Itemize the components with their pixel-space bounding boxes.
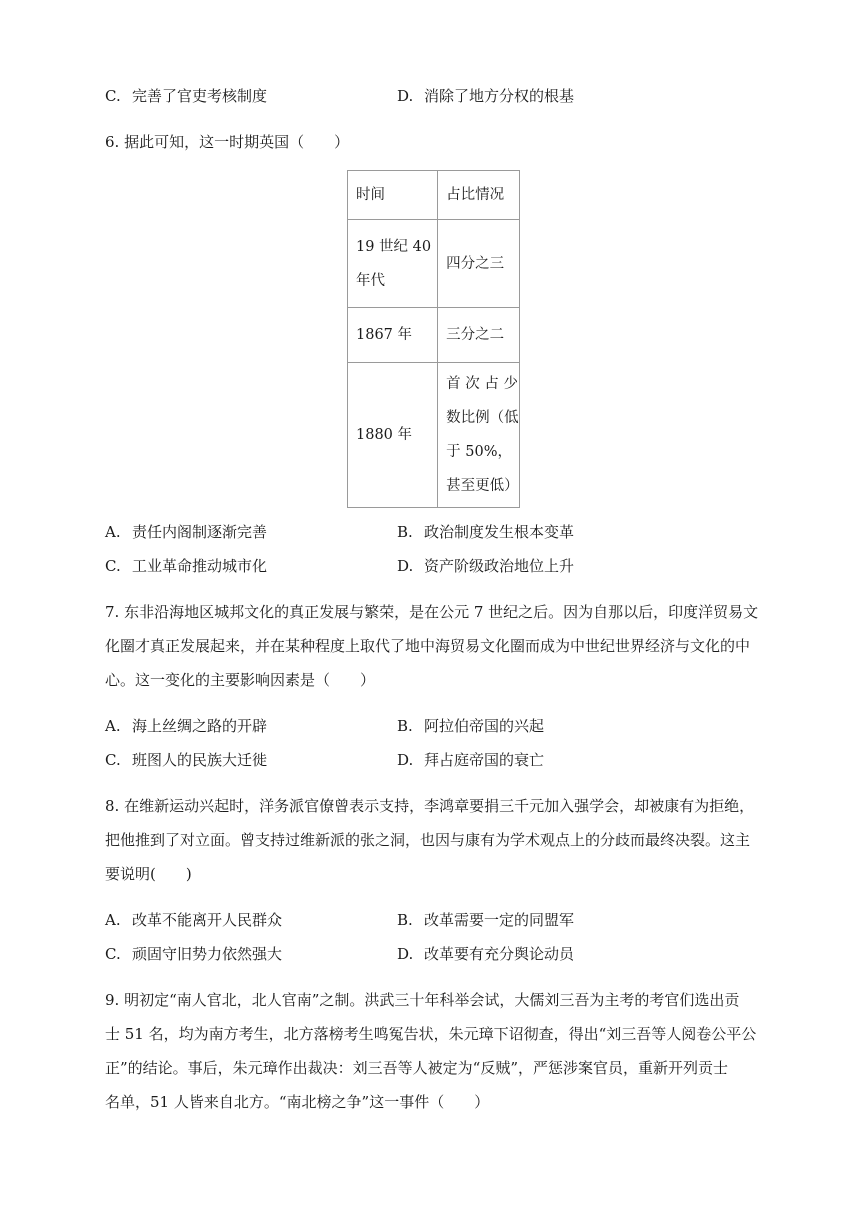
table-header-row [348,171,520,220]
option-text: 完善了官吏考核制度 [132,87,268,105]
option-letter: B. [397,523,413,541]
question-7-options-cd [105,750,765,770]
table-row [348,308,520,363]
option-text: 海上丝绸之路的开辟 [132,717,268,735]
option-text: 拜占庭帝国的衰亡 [424,751,545,769]
question-6-options-cd [105,556,765,576]
question-8-stem-line: 把他推到了对立面。曾支持过维新派的张之洞，也因与康有为学术观点上的分歧而最终决裂。这主 [105,831,751,849]
question-8-options-ab [105,910,765,930]
option-letter: A. [105,911,121,929]
table-row [348,220,520,308]
question-9-stem-line: 9. 明初定“南人官北，北人官南”之制。洪武三十年科举会试，大儒刘三吾为主考的考官们选出贡 [105,991,740,1009]
option-text: 班图人的民族大迁徙 [132,751,268,769]
option-letter: D. [397,945,414,963]
table-cell-time: 1880 年 [348,363,438,508]
option-text: 顽固守旧势力依然强大 [132,945,283,963]
option-a[interactable] [105,522,267,542]
table-cell-ratio: 首 次 占 少 数比例（低于 50%，甚至更低） [438,363,520,508]
question-7-stem-line: 7. 东非沿海地区城邦文化的真正发展与繁荣，是在公元 7 世纪之后。因为自那以后，印度洋贸易文 [105,603,759,621]
option-a[interactable] [105,910,282,930]
option-letter: C. [105,557,121,575]
question-7-stem-line: 心。这一变化的主要影响因素是（ ） [105,671,376,689]
table-cell-time: 1867 年 [348,308,438,363]
table-header-cell: 占比情况 [438,171,520,220]
option-text: 改革不能离开人民群众 [132,911,283,929]
question-7-options-ab [105,716,765,736]
question-8-options-cd [105,944,765,964]
option-b[interactable] [397,910,574,930]
question-8-stem-line: 8. 在维新运动兴起时，洋务派官僚曾表示支持，李鸿章要捐三千元加入强学会，却被康有为拒绝， [105,797,755,815]
option-c[interactable] [105,944,282,964]
option-letter: D. [397,87,414,105]
prev-question-options-cd [105,86,765,106]
option-text: 阿拉伯帝国的兴起 [424,717,545,735]
table-cell-ratio: 四分之三 [438,220,520,308]
question-6-stem: 6. 据此可知，这一时期英国（ ） [105,133,350,151]
option-d[interactable] [397,556,574,576]
option-text: 工业革命推动城市化 [132,557,268,575]
option-c[interactable] [105,86,267,106]
option-a[interactable] [105,716,267,736]
option-d[interactable] [397,750,544,770]
table-cell-ratio: 三分之二 [438,308,520,363]
option-b[interactable] [397,522,574,542]
question-6-options-ab [105,522,765,542]
question-9-stem-line: 士 51 名，均为南方考生，北方落榜考生鸣冤告状，朱元璋下诏彻查，得出“刘三吾等人阅卷公平公 [105,1025,757,1043]
option-letter: D. [397,751,414,769]
option-letter: B. [397,911,413,929]
table-row [348,363,520,508]
option-d[interactable] [397,944,574,964]
option-letter: C. [105,87,121,105]
option-letter: C. [105,945,121,963]
question-9-stem-line: 正”的结论。事后，朱元璋作出裁决：刘三吾等人被定为“反贼”，严惩涉案官员，重新开列贡士 [105,1059,729,1077]
option-letter: C. [105,751,121,769]
option-b[interactable] [397,716,544,736]
table-cell-time: 19 世纪 40 年代 [348,220,438,308]
option-letter: B. [397,717,413,735]
option-text: 改革需要一定的同盟军 [424,911,575,929]
question-9-stem-line: 名单，51 人皆来自北方。“南北榜之争”这一事件（ ） [105,1093,490,1111]
option-text: 改革要有充分舆论动员 [424,945,575,963]
option-c[interactable] [105,556,267,576]
option-text: 责任内阁制逐渐完善 [132,523,268,541]
option-c[interactable] [105,750,267,770]
table-header-cell: 时间 [348,171,438,220]
option-letter: D. [397,557,414,575]
question-7-stem-line: 化圈才真正发展起来，并在某种程度上取代了地中海贸易文化圈而成为中世纪世界经济与文化的中 [105,637,751,655]
option-text: 政治制度发生根本变革 [424,523,575,541]
option-letter: A. [105,717,121,735]
question-6-table [347,170,520,508]
option-text: 消除了地方分权的根基 [424,87,575,105]
question-8-stem-line: 要说明( ) [105,865,192,883]
option-letter: A. [105,523,121,541]
option-d[interactable] [397,86,574,106]
option-text: 资产阶级政治地位上升 [424,557,575,575]
